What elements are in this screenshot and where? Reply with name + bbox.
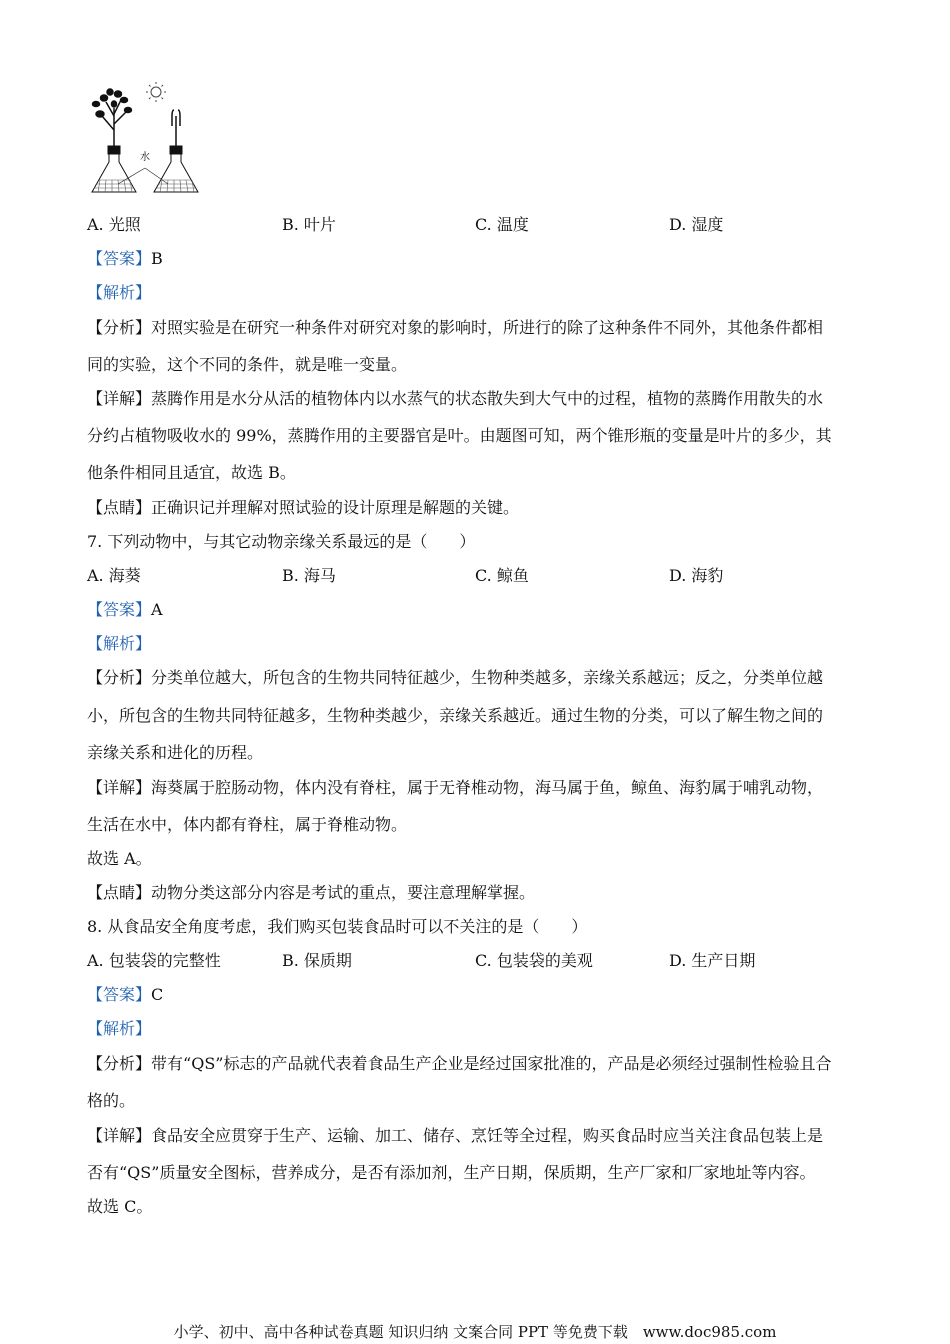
xiangjie-text: 蒸腾作用是水分从活的植物体内以水蒸气的状态散失到大气中的过程，植物的蒸腾作用散失的水 (151, 389, 824, 408)
answer-tag: 【答案】 (87, 600, 152, 619)
xiangjie-tag: 【详解】 (87, 1126, 152, 1145)
q6-option-d: D. 湿度 (669, 215, 724, 234)
q6-answer (87, 247, 163, 271)
q6-option-a: A. 光照 (87, 215, 141, 234)
answer-tag: 【答案】 (87, 985, 152, 1004)
q8-answer (87, 983, 163, 1007)
dianjing-tag: 【点睛】 (87, 883, 152, 902)
q8-xiangjie-line-1 (87, 1124, 823, 1148)
fenxi-tag: 【分析】 (87, 318, 152, 337)
dianjing-text: 动物分类这部分内容是考试的重点，要注意理解掌握。 (151, 883, 536, 902)
q7-xiangjie-line-2: 生活在水中，体内都有脊柱，属于脊椎动物。 (87, 815, 408, 834)
q8-fenxi-line-1 (87, 1052, 831, 1076)
q7-option-d: D. 海豹 (669, 566, 724, 585)
q6-option-c: C. 温度 (475, 215, 529, 234)
q8-xiangjie-line-2: 否有“QS”质量安全图标，营养成分，是否有添加剂，生产日期，保质期，生产厂家和厂家地址等内容。 (87, 1163, 816, 1182)
q7-question: 7. 下列动物中，与其它动物亲缘关系最远的是（ ） (87, 532, 476, 551)
q8-option-c: C. 包装袋的美观 (475, 951, 593, 970)
q6-dianjing (87, 496, 519, 520)
fenxi-tag: 【分析】 (87, 668, 152, 687)
leafy-plant (93, 89, 132, 152)
fenxi-tag: 【分析】 (87, 1054, 152, 1073)
q8-jiexi-tag: 【解析】 (87, 1019, 152, 1038)
xiangjie-tag: 【详解】 (87, 778, 152, 797)
q7-option-a: A. 海葵 (87, 566, 141, 585)
fenxi-text: 分类单位越大，所包含的生物共同特征越少，生物种类越多，亲缘关系越远；反之，分类单位越 (151, 668, 824, 687)
flasks-diagram (88, 80, 212, 198)
xiangjie-text: 海葵属于腔肠动物，体内没有脊柱，属于无脊椎动物，海马属于鱼，鲸鱼、海豹属于哺乳动物， (151, 778, 824, 797)
q6-option-b: B. 叶片 (282, 215, 336, 234)
q8-option-b: B. 保质期 (282, 951, 352, 970)
q6-fenxi-line-1 (87, 316, 823, 340)
q7-xiangjie-line-3: 故选 A。 (87, 849, 152, 868)
q7-fenxi-line-3: 亲缘关系和进化的历程。 (87, 743, 264, 762)
right-flask (154, 146, 198, 192)
answer-value: A (151, 600, 163, 619)
q7-jiexi-tag: 【解析】 (87, 634, 152, 653)
q7-answer (87, 598, 163, 622)
q7-option-c: C. 鲸鱼 (475, 566, 529, 585)
sun-icon (146, 82, 166, 102)
dianjing-text: 正确识记并理解对照试验的设计原理是解题的关键。 (151, 498, 520, 517)
experiment-figure (88, 80, 212, 198)
answer-value: C (151, 985, 164, 1004)
q6-xiangjie-line-3: 他条件相同且适宜，故选 B。 (87, 463, 296, 482)
q8-option-a: A. 包装袋的完整性 (87, 951, 221, 970)
water-pointer (118, 168, 168, 184)
q7-dianjing (87, 881, 535, 905)
dianjing-tag: 【点睛】 (87, 498, 152, 517)
q6-fenxi-line-2: 同的实验，这个不同的条件，就是唯一变量。 (87, 355, 408, 374)
q7-option-b: B. 海马 (282, 566, 336, 585)
q7-fenxi-line-2: 小，所包含的生物共同特征越多，生物种类越少，亲缘关系越近。通过生物的分类，可以了解生物之间的 (87, 706, 824, 725)
q8-option-d: D. 生产日期 (669, 951, 756, 970)
q7-fenxi-line-1 (87, 666, 823, 690)
answer-tag: 【答案】 (87, 249, 152, 268)
page-footer: 小学、初中、高中各种试卷真题 知识归纳 文案合同 PPT 等免费下载 www.doc985.com (173, 1323, 777, 1341)
fenxi-text: 对照实验是在研究一种条件对研究对象的影响时，所进行的除了这种条件不同外，其他条件都相 (151, 318, 824, 337)
q7-xiangjie-line-1 (87, 776, 823, 800)
water-label: 水 (140, 152, 150, 163)
fenxi-text: 带有“QS”标志的产品就代表着食品生产企业是经过国家批准的，产品是必须经过强制性检验且合 (151, 1054, 832, 1073)
q8-xiangjie-line-3: 故选 C。 (87, 1197, 153, 1216)
xiangjie-tag: 【详解】 (87, 389, 152, 408)
q8-question: 8. 从食品安全角度考虑，我们购买包装食品时可以不关注的是（ ） (87, 917, 588, 936)
xiangjie-text: 食品安全应贯穿于生产、运输、加工、储存、烹饪等全过程，购买食品时应当关注食品包装上是 (151, 1126, 824, 1145)
left-flask (92, 146, 136, 192)
q6-xiangjie-line-1 (87, 387, 823, 411)
q6-jiexi-tag: 【解析】 (87, 283, 152, 302)
q8-fenxi-line-2: 格的。 (87, 1091, 136, 1110)
q6-xiangjie-line-2: 分约占植物吸收水的 99%，蒸腾作用的主要器官是叶。由题图可知，两个锥形瓶的变量是叶片的多少，其 (87, 426, 832, 445)
answer-value: B (151, 249, 163, 268)
